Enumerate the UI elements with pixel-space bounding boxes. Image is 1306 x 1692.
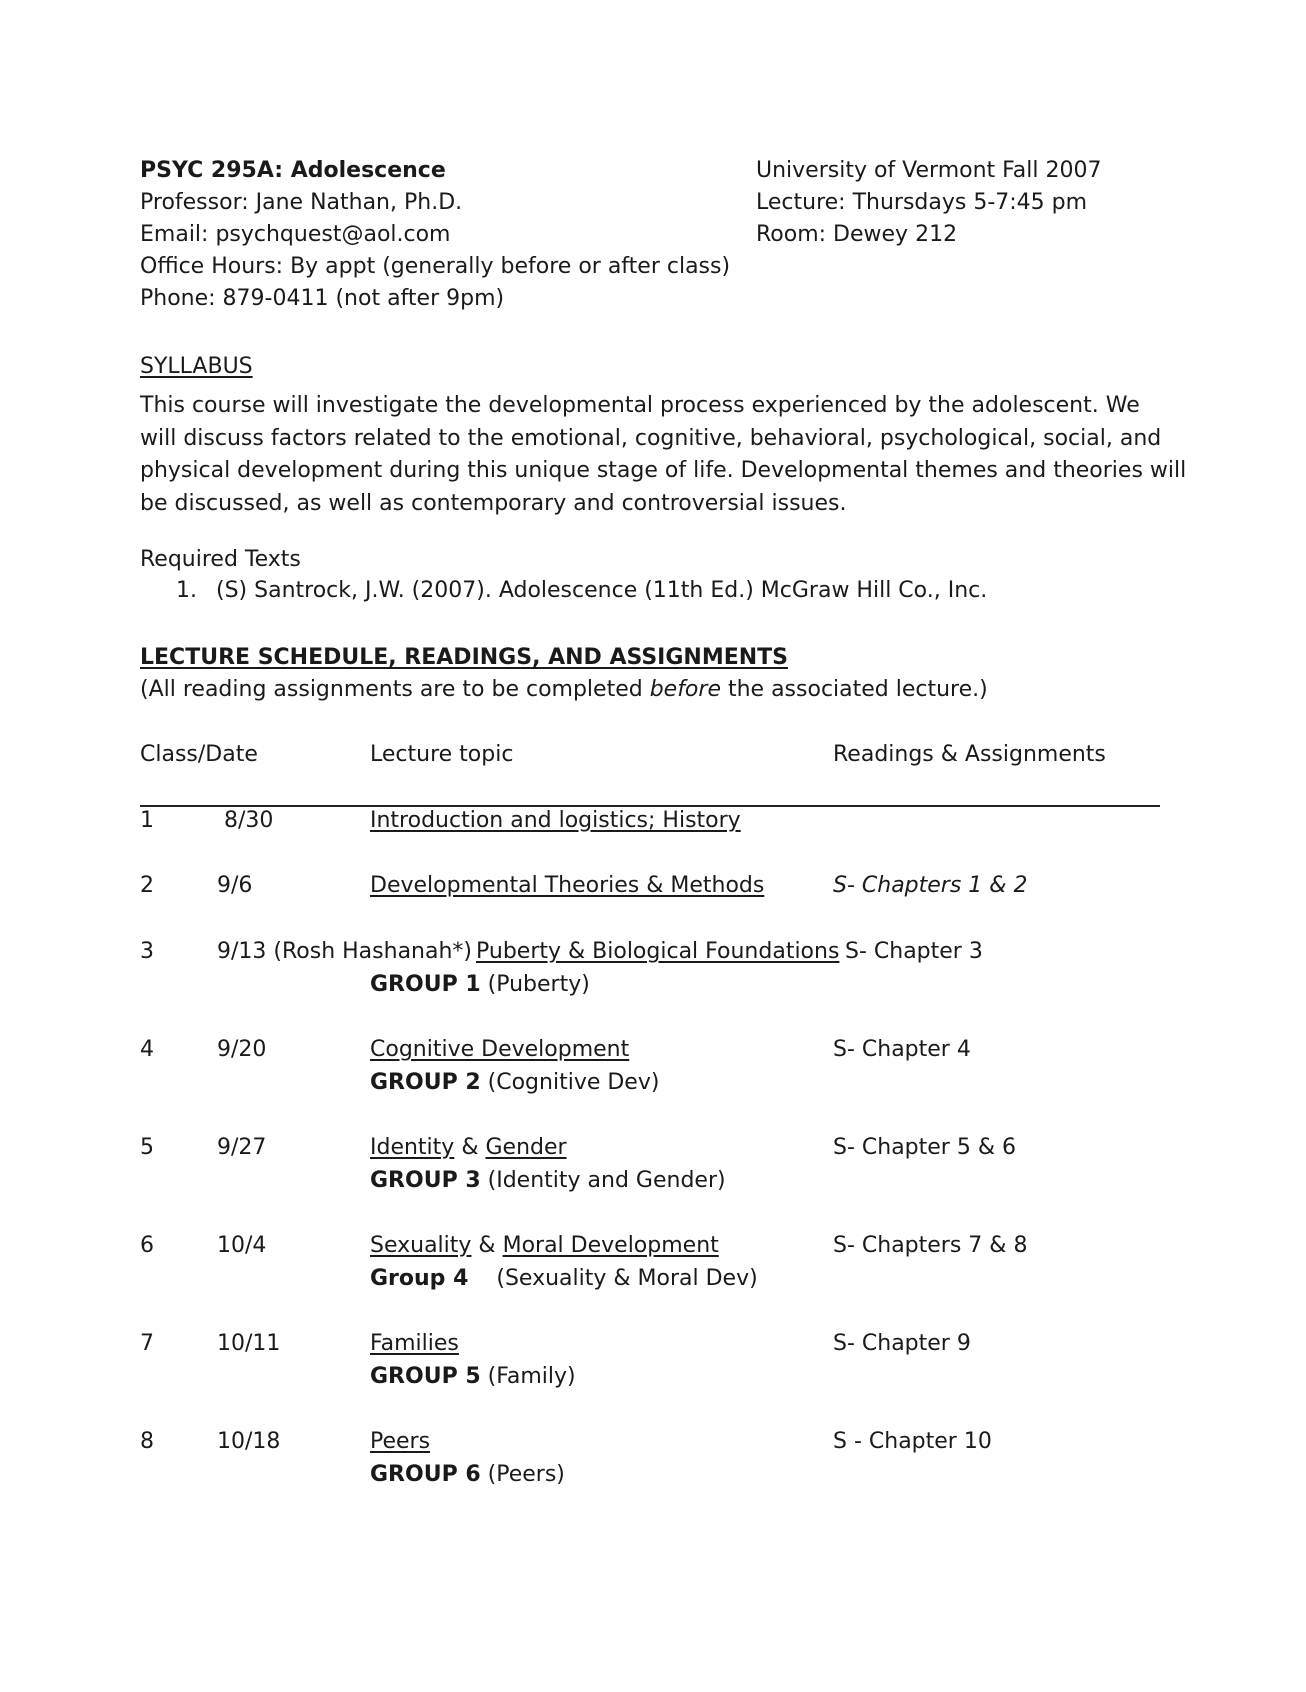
readings: S- Chapters 1 & 2 <box>833 873 1028 898</box>
lecture-topic-separator: & <box>454 1135 486 1160</box>
group-label: GROUP 1 <box>370 972 481 997</box>
class-number: 3 <box>140 939 154 964</box>
class-number: 5 <box>140 1135 154 1160</box>
readings: S- Chapter 3 <box>845 939 983 964</box>
group-detail: (Peers) <box>480 1462 565 1487</box>
syllabus-line: will discuss factors related to the emotional, cognitive, behavioral, psychological, social, and <box>140 425 1162 451</box>
schedule-heading: LECTURE SCHEDULE, READINGS, AND ASSIGNMENTS <box>140 645 789 670</box>
column-header-class: Class/Date <box>140 742 258 767</box>
lecture-topic: Families <box>370 1331 459 1356</box>
lecture-topic <box>370 1133 567 1163</box>
class-number: 6 <box>140 1233 154 1258</box>
column-header-topic: Lecture topic <box>370 742 514 767</box>
group-assignment <box>370 1068 659 1098</box>
group-detail: (Sexuality & Moral Dev) <box>468 1266 758 1291</box>
lecture-topic: Puberty & Biological Foundations <box>476 939 840 964</box>
group-detail: (Identity and Gender) <box>480 1168 726 1193</box>
group-label: Group 4 <box>370 1266 469 1291</box>
syllabus-line: This course will investigate the developmental process experienced by the adolescent. We <box>140 393 1140 418</box>
course-title: PSYC 295A: Adolescence <box>140 158 446 183</box>
required-texts-heading: Required Texts <box>140 547 301 572</box>
class-date: 9/20 <box>217 1037 267 1062</box>
group-assignment <box>370 1264 758 1294</box>
university: University of Vermont Fall 2007 <box>756 158 1102 183</box>
group-label: GROUP 3 <box>370 1168 481 1193</box>
text-item-number: 1. <box>176 578 197 603</box>
syllabus-heading: SYLLABUS <box>140 354 253 379</box>
schedule-note <box>140 675 988 705</box>
text-item: (S) Santrock, J.W. (2007). Adolescence (11th Ed.) McGraw Hill Co., Inc. <box>216 578 988 603</box>
class-date: 9/13 (Rosh Hashanah*) <box>217 939 472 964</box>
lecture-time: Lecture: Thursdays 5-7:45 pm <box>756 190 1088 215</box>
class-date: 10/4 <box>217 1233 267 1258</box>
course-schedule-info <box>756 155 1101 251</box>
schedule-note-end: the associated lecture.) <box>720 677 988 702</box>
phone: Phone: 879-0411 (not after 9pm) <box>140 286 505 311</box>
professor: Professor: Jane Nathan, Ph.D. <box>140 190 463 215</box>
lecture-topic-separator: & <box>471 1233 503 1258</box>
readings: S- Chapter 4 <box>833 1037 971 1062</box>
readings: S- Chapter 9 <box>833 1331 971 1356</box>
group-label: GROUP 6 <box>370 1462 481 1487</box>
group-label: GROUP 5 <box>370 1364 481 1389</box>
class-date: 10/18 <box>217 1429 281 1454</box>
class-number: 4 <box>140 1037 154 1062</box>
readings: S- Chapter 5 & 6 <box>833 1135 1016 1160</box>
group-assignment <box>370 1460 565 1490</box>
lecture-topic-part: Moral Development <box>502 1233 719 1258</box>
syllabus-description <box>140 390 1187 520</box>
syllabus-line: physical development during this unique stage of life. Developmental themes and theories will <box>140 458 1187 483</box>
class-number: 2 <box>140 873 154 898</box>
room: Room: Dewey 212 <box>756 222 958 247</box>
class-date: 8/30 <box>224 808 274 833</box>
lecture-topic: Developmental Theories & Methods <box>370 873 765 898</box>
group-detail: (Family) <box>480 1364 576 1389</box>
group-label: GROUP 2 <box>370 1070 481 1095</box>
email: Email: psychquest@aol.com <box>140 222 451 247</box>
group-detail: (Puberty) <box>480 972 590 997</box>
class-date: 9/6 <box>217 873 253 898</box>
lecture-topic: Cognitive Development <box>370 1037 630 1062</box>
lecture-topic: Peers <box>370 1429 431 1454</box>
readings: S - Chapter 10 <box>833 1429 992 1454</box>
group-assignment <box>370 1362 576 1392</box>
class-date: 9/27 <box>217 1135 267 1160</box>
group-assignment <box>370 1166 726 1196</box>
column-header-readings: Readings & Assignments <box>833 742 1106 767</box>
readings: S- Chapters 7 & 8 <box>833 1233 1028 1258</box>
syllabus-line: be discussed, as well as contemporary and controversial issues. <box>140 490 847 516</box>
lecture-topic: Introduction and logistics; History <box>370 808 741 833</box>
class-number: 1 <box>140 808 154 833</box>
schedule-note-emphasis: before <box>649 677 721 702</box>
lecture-topic-part: Gender <box>485 1135 567 1160</box>
course-info <box>140 155 730 315</box>
office-hours: Office Hours: By appt (generally before or after class) <box>140 254 731 279</box>
lecture-topic-part: Sexuality <box>370 1233 472 1258</box>
class-date: 10/11 <box>217 1331 281 1356</box>
group-detail: (Cognitive Dev) <box>480 1070 660 1095</box>
lecture-topic-part: Identity <box>370 1135 455 1160</box>
class-number: 8 <box>140 1429 154 1454</box>
group-assignment <box>370 970 590 1000</box>
lecture-topic <box>370 1231 719 1261</box>
class-number: 7 <box>140 1331 154 1356</box>
schedule-note-start: (All reading assignments are to be completed <box>140 677 650 702</box>
